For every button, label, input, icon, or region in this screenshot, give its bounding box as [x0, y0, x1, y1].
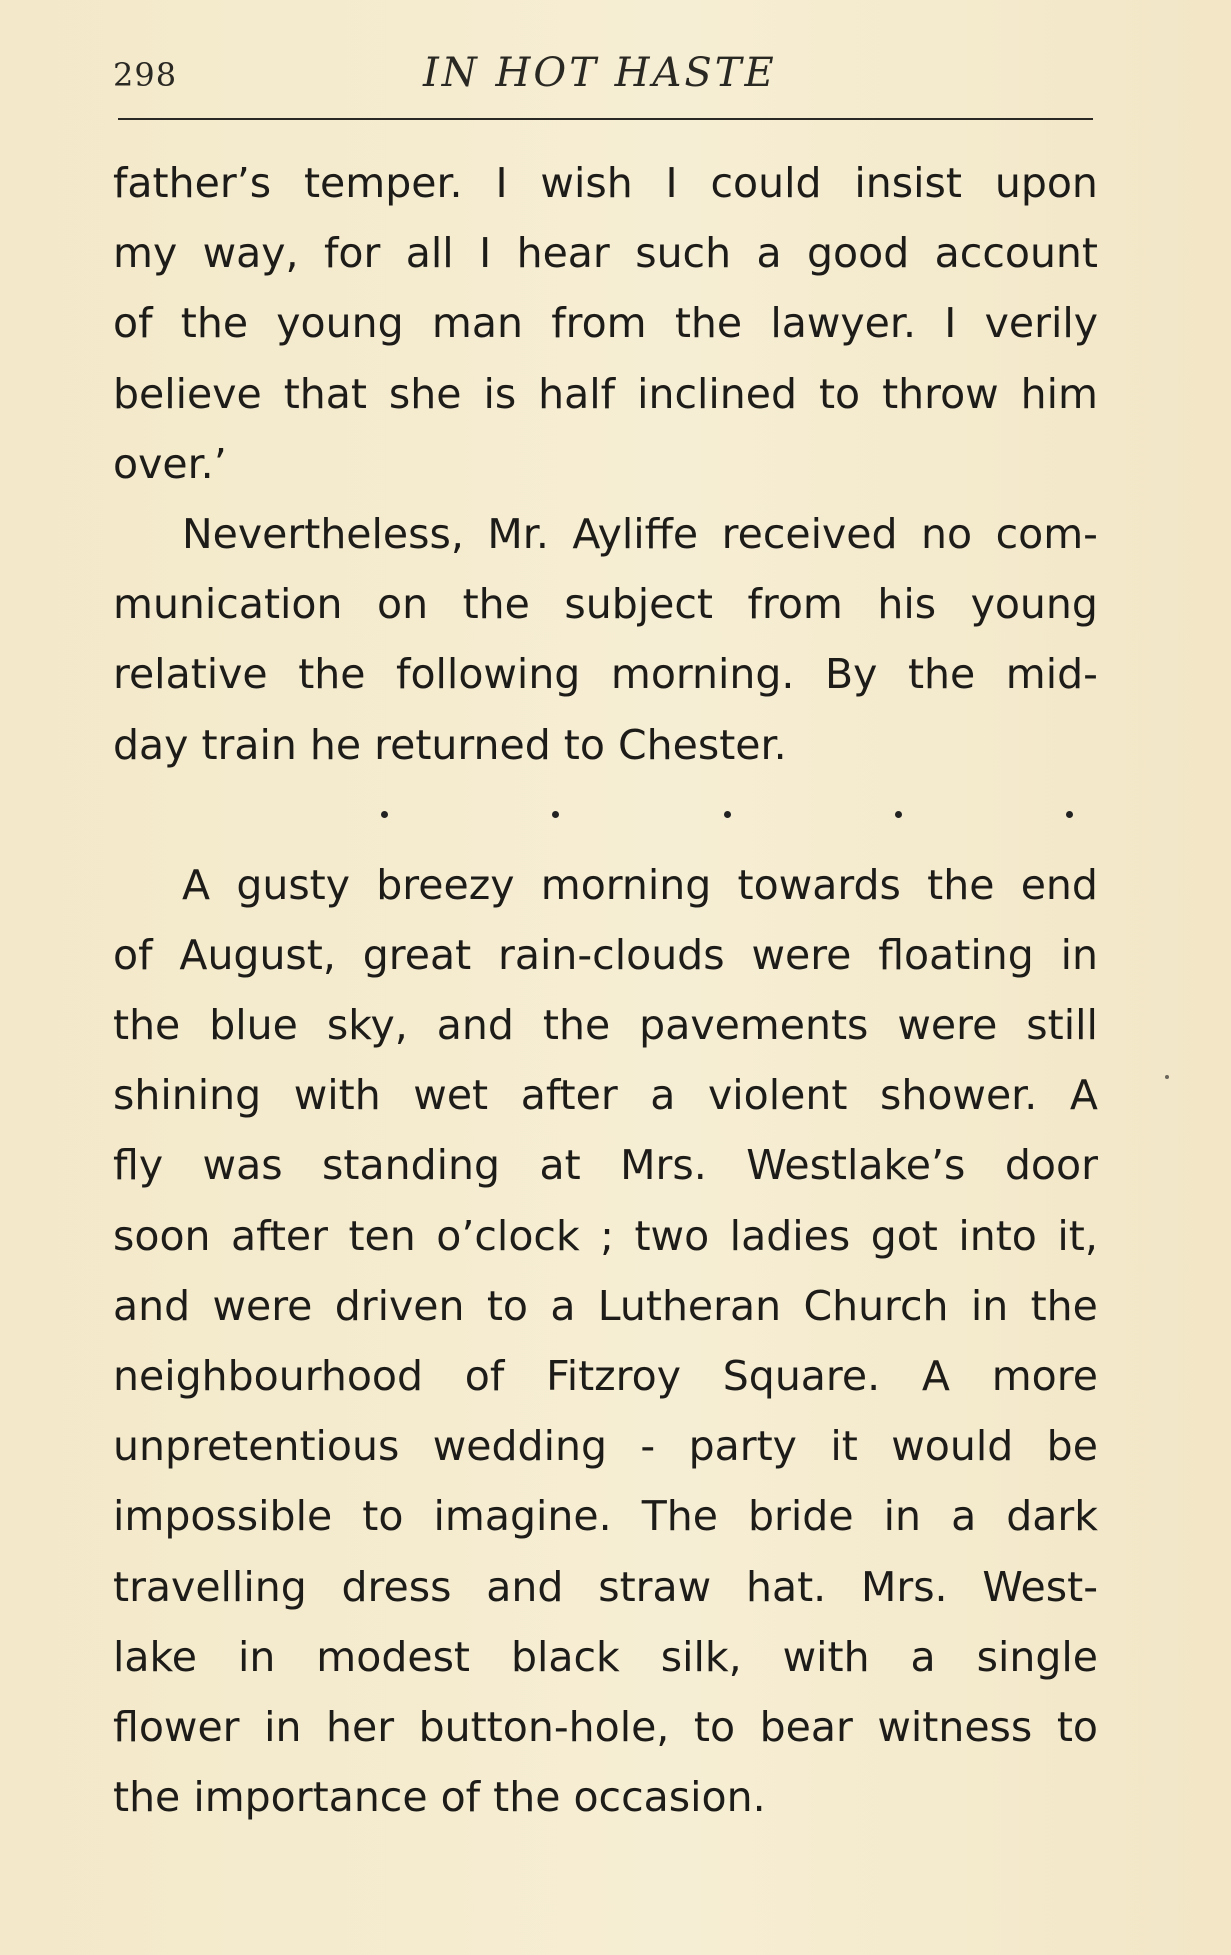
word: modest [316, 1632, 471, 1681]
word: still [1026, 1001, 1098, 1050]
word: I [479, 229, 492, 278]
word: father’s [113, 159, 272, 207]
word: I [944, 299, 957, 348]
word: would [891, 1422, 1014, 1471]
word: from [551, 299, 647, 348]
word: driven [334, 1281, 465, 1330]
word: end [1020, 860, 1098, 909]
word: soon [113, 1211, 211, 1260]
word: were [751, 930, 852, 979]
word: is [483, 369, 517, 418]
word: sky, [326, 1001, 408, 1050]
word: and [436, 1001, 514, 1050]
word: received [721, 509, 898, 558]
word: half [538, 369, 616, 418]
word: was [202, 1141, 283, 1190]
text-line [113, 288, 1098, 358]
word: of [464, 1352, 505, 1400]
word: wet [413, 1071, 489, 1120]
word: all [405, 229, 454, 278]
word: silk, [660, 1632, 742, 1681]
text-line [113, 148, 1098, 218]
word: Mr. [487, 509, 549, 558]
word: Fitzroy [546, 1352, 681, 1400]
word: ; [600, 1211, 614, 1260]
word: The [641, 1492, 718, 1541]
word: violent [707, 1071, 848, 1120]
word: be [1046, 1422, 1098, 1471]
word: floating [878, 930, 1034, 979]
word: com- [995, 509, 1098, 558]
word: Lutheran [597, 1281, 782, 1330]
word: after [231, 1211, 328, 1260]
word: throw [882, 369, 999, 418]
word: rain-clouds [498, 930, 725, 979]
word: wedding [432, 1422, 607, 1471]
word: young [970, 580, 1098, 629]
text-line [113, 218, 1098, 288]
word: him [1020, 369, 1098, 418]
word: I [665, 159, 678, 207]
word: ten [348, 1211, 416, 1260]
word: way, [202, 229, 299, 278]
word: dark [1006, 1492, 1098, 1541]
word: account [934, 229, 1098, 278]
word: Mrs. [860, 1562, 948, 1611]
word: and [113, 1281, 191, 1330]
text-line [113, 1271, 1098, 1341]
section-break-dot [1066, 811, 1073, 818]
word: a [550, 1281, 576, 1330]
word: impossible [113, 1492, 333, 1541]
word: gusty [236, 860, 351, 909]
word: young [276, 299, 404, 348]
word: with [293, 1071, 381, 1120]
text-line [113, 1341, 1098, 1411]
text-line [113, 1060, 1098, 1130]
word: good [807, 229, 910, 278]
word: wish [540, 159, 633, 207]
word: in [883, 1492, 921, 1541]
text-line [113, 1481, 1098, 1551]
word: into [958, 1211, 1037, 1260]
word: breezy [376, 860, 515, 909]
word: temper. [303, 159, 463, 207]
word: Square. [722, 1352, 881, 1400]
word: Ayliffe [572, 509, 699, 558]
section-break-dot [552, 811, 559, 818]
word: my [113, 229, 178, 278]
word: bear [759, 1702, 853, 1751]
word: great [362, 930, 472, 979]
word: the [462, 580, 530, 629]
word: the [113, 1001, 181, 1050]
word: standing [322, 1141, 501, 1190]
word: Mrs. [620, 1141, 707, 1190]
word: A [921, 1352, 950, 1400]
word: A [182, 860, 211, 909]
text-line: day train he returned to Chester. [113, 720, 787, 769]
word: mid- [1005, 650, 1098, 699]
word: ladies [729, 1211, 851, 1260]
word: more [991, 1352, 1098, 1400]
text-line [113, 639, 1098, 709]
text-line [113, 1201, 1098, 1271]
word: got [870, 1211, 938, 1260]
word: to [693, 1702, 736, 1751]
word: the [1030, 1281, 1098, 1330]
text-line [113, 1622, 1098, 1692]
word: to [818, 369, 861, 418]
word: relative [113, 650, 268, 699]
word: Nevertheless, [182, 509, 464, 558]
word: following [396, 650, 581, 699]
word: A [1069, 1071, 1098, 1120]
word: By [825, 650, 878, 699]
word: two [634, 1211, 710, 1260]
word: morning. [610, 650, 795, 699]
word: the [907, 650, 976, 699]
word: door [1004, 1141, 1098, 1190]
body-text [113, 148, 1098, 1832]
text-line [113, 1692, 1098, 1762]
word: single [976, 1632, 1098, 1681]
word: a [951, 1492, 977, 1541]
word: the [542, 1001, 611, 1050]
word: man [431, 299, 523, 348]
word: insist [854, 159, 962, 207]
word: inclined [637, 369, 797, 418]
word: dress [341, 1562, 452, 1611]
word: unpretentious [113, 1422, 400, 1471]
word: munication [113, 580, 343, 629]
word: to [362, 1492, 404, 1541]
paper-speck [1165, 1075, 1169, 1079]
text-line [113, 1130, 1098, 1200]
word: and [486, 1562, 564, 1611]
word: for [323, 229, 381, 278]
word: imagine. [433, 1492, 612, 1541]
word: the [180, 299, 249, 348]
text-line: over.’ [113, 439, 227, 488]
word: West- [982, 1562, 1098, 1611]
text-line [113, 569, 1098, 639]
word: shower. [879, 1071, 1038, 1120]
word: it [830, 1422, 858, 1471]
word: of [113, 299, 153, 348]
word: in [1060, 930, 1098, 979]
word: the [674, 299, 743, 348]
section-break-dot [381, 811, 388, 818]
word: in [970, 1281, 1009, 1330]
word: black [510, 1632, 620, 1681]
word: party [688, 1422, 797, 1471]
word: her [325, 1702, 395, 1751]
section-break-dot [724, 811, 731, 818]
word: Westlake’s [746, 1141, 966, 1190]
running-title: IN HOT HASTE [423, 50, 777, 96]
word: after [520, 1071, 618, 1120]
word: could [710, 159, 822, 207]
word: I [495, 159, 508, 207]
word: subject [564, 580, 713, 629]
word: shining [113, 1071, 262, 1120]
section-break-dot [895, 811, 902, 818]
word: his [877, 580, 937, 629]
word: of [113, 930, 153, 979]
word: o’clock [436, 1211, 580, 1260]
word: hat. [745, 1562, 827, 1611]
word: straw [598, 1562, 712, 1611]
word: to [1056, 1702, 1098, 1751]
word: pavements [639, 1001, 869, 1050]
word: to [486, 1281, 528, 1330]
word: a [756, 229, 782, 278]
text-line [113, 359, 1098, 429]
word: towards [737, 860, 901, 909]
word: in [264, 1702, 302, 1751]
word: in [237, 1632, 276, 1681]
word: bride [748, 1492, 854, 1541]
word: believe [113, 369, 262, 418]
word: she [388, 369, 462, 418]
word: a [650, 1071, 676, 1120]
word: Church [803, 1281, 949, 1330]
text-line [113, 990, 1098, 1060]
word: blue [209, 1001, 298, 1050]
word: August, [179, 930, 336, 979]
text-line [113, 499, 1098, 569]
word: travelling [113, 1562, 307, 1611]
word: - [640, 1422, 656, 1471]
word: lake [113, 1632, 198, 1681]
word: a [910, 1632, 936, 1681]
section-break-dots [381, 780, 1073, 850]
word: at [539, 1141, 581, 1190]
word: no [921, 509, 973, 558]
word: with [782, 1632, 870, 1681]
word: flower [113, 1702, 240, 1751]
word: the [927, 860, 995, 909]
page-number: 298 [113, 56, 178, 94]
text-line [113, 850, 1098, 920]
header-rule [118, 118, 1093, 120]
word: lawyer. [770, 299, 917, 348]
word: that [283, 369, 367, 418]
text-line [113, 1552, 1098, 1622]
word: upon [994, 159, 1098, 207]
word: morning [540, 860, 712, 909]
word: on [377, 580, 429, 629]
word: it, [1057, 1211, 1098, 1260]
word: witness [877, 1702, 1033, 1751]
word: from [747, 580, 843, 629]
word: verily [984, 299, 1098, 348]
word: neighbourhood [113, 1352, 424, 1400]
word: the [298, 650, 366, 699]
running-head [113, 50, 1095, 98]
text-line: the importance of the occasion. [113, 1773, 766, 1822]
word: were [897, 1001, 998, 1050]
word: were [212, 1281, 313, 1330]
word: fly [113, 1141, 164, 1190]
text-line [113, 1411, 1098, 1481]
word: hear [516, 229, 610, 278]
word: button-hole, [418, 1702, 670, 1751]
text-line [113, 920, 1098, 990]
word: such [635, 229, 732, 278]
